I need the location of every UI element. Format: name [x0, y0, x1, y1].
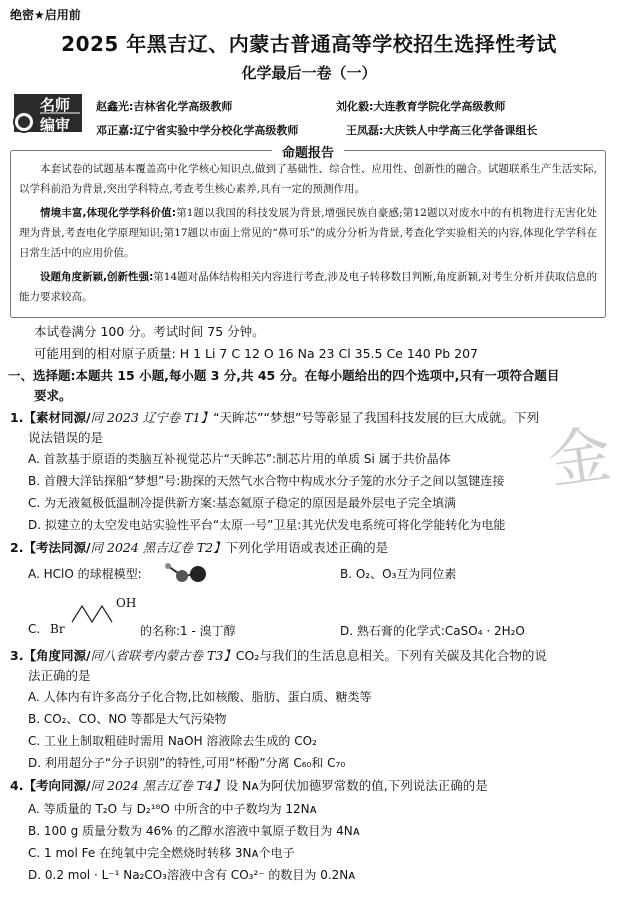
exam-subtitle: 化学最后一卷（一） [241, 64, 377, 82]
question-2-option-b: B. O₂、O₃互为同位素 [340, 567, 457, 581]
watermark: 金 [543, 416, 616, 498]
question-4-option-d: D. 0.2 mol · L⁻¹ Na₂CO₃溶液中含有 CO₃²⁻ 的数目为 0.2Nᴀ [28, 868, 356, 882]
ball-stick-model-icon [160, 558, 210, 588]
report-box [10, 146, 606, 318]
question-1-option-c: C. 为无液氦极低温制冷提供新方案:基态氦原子稳定的原因是最外层电子完全填满 [28, 496, 457, 510]
question-2-option-c-name: 的名称:1 - 溴丁醇 [140, 624, 236, 638]
question-1-option-d: D. 拟建立的太空发电站实验性平台“太原一号”卫星:其光伏发电系统可将化学能转化为电能 [28, 518, 506, 532]
question-4-option-b: B. 100 g 质量分数为 46% 的乙醇水溶液中氧原子数目为 4Nᴀ [28, 824, 360, 838]
question-3-stem: 3.【角度同源/同八省联考内蒙古卷 T3】CO₂与我们的生活息息相关。下列有关碳及其化合物的说 [10, 648, 547, 663]
expert-item: 赵鑫光:吉林省化学高级教师 [96, 100, 233, 113]
report-title: 命题报告 [11, 142, 605, 161]
section-heading-cont: 要求。 [34, 388, 72, 403]
question-4-option-a: A. 等质量的 T₂O 与 D₂¹⁸O 中所含的中子数均为 12Nᴀ [28, 802, 317, 816]
expert-item: 王凤磊:大庆铁人中学高三化学备课组长 [346, 124, 538, 137]
question-4-stem: 4.【考向同源/同 2024 黑吉辽卷 T4】设 Nᴀ为阿伏加德罗常数的值,下列说法正确的是 [10, 778, 488, 793]
atomic-masses: 可能用到的相对原子质量: H 1 Li 7 C 12 O 16 Na 23 Cl 35.5 Ce 140 Pb 207 [34, 346, 478, 361]
bromobutanol-oh-label: OH [116, 596, 137, 610]
question-1-stem-cont: 说法错误的是 [28, 430, 104, 445]
badge-line1: 名师 [40, 96, 71, 114]
question-1-option-b: B. 首艘大洋钻探船“梦想”号:勘探的天然气水合物中构成水分子笼的水分子之间以氢键连接 [28, 474, 505, 488]
expert-item: 刘化毅:大连教育学院化学高级教师 [336, 100, 506, 113]
confidential-label: 绝密★启用前 [10, 8, 81, 22]
question-1-stem: 1.【素材同源/同 2023 辽宁卷 T1】“天眸芯”“梦想”号等彰显了我国科技发展的巨大成就。下列 [10, 410, 539, 425]
question-3-option-b: B. CO₂、CO、NO 等都是大气污染物 [28, 712, 227, 726]
question-3-option-d: D. 利用超分子“分子识别”的特性,可用“杯酚”分离 C₆₀和 C₇₀ [28, 756, 346, 770]
question-3-option-c: C. 工业上制取粗硅时需用 NaOH 溶液除去生成的 CO₂ [28, 734, 317, 748]
exam-title: 2025 年黑吉辽、内蒙古普通高等学校招生选择性考试 [61, 32, 557, 56]
question-3-option-a: A. 人体内有许多高分子化合物,比如核酸、脂肪、蛋白质、糖类等 [28, 690, 372, 704]
report-paragraph: 本套试卷的试题基本覆盖高中化学核心知识点,做到了基础性、综合性、应用性、创新性的融合。试题联系生产生活实际,以学科前沿为背景,突出学科特点,考查考生核心素养,具有一定的预测作用。 [19, 163, 597, 195]
score-time: 本试卷满分 100 分。考试时间 75 分钟。 [34, 324, 265, 339]
question-3-stem-cont: 法正确的是 [28, 668, 91, 683]
bromobutanol-br-label: Br [50, 622, 65, 636]
badge-line2: 编审 [40, 116, 71, 134]
question-1-option-a: A. 首款基于原语的类脑互补视觉芯片“天眸芯”:制芯片用的单质 Si 属于共价晶体 [28, 452, 451, 466]
section-heading: 一、选择题:本题共 15 小题,每小题 3 分,共 45 分。在每小题给出的四个选项中,只有一项符合题目 [8, 368, 560, 383]
question-2-option-d: D. 熟石膏的化学式:CaSO₄ · 2H₂O [340, 624, 525, 638]
question-4-option-c: C. 1 mol Fe 在纯氧中完全燃烧时转移 3Nᴀ个电子 [28, 846, 295, 860]
skeletal-formula-icon [70, 600, 120, 626]
question-2-option-a: A. HClO 的球棍模型: [28, 567, 142, 581]
expert-item: 邓正嘉:辽宁省实验中学分校化学高级教师 [96, 124, 299, 137]
report-paragraph: 情境丰富,体现化学学科价值:第1题以我国的科技发展为背景,增强民族自豪感;第12题以对废水中的有机物进行无害化处理为背景,考查电化学原理知识;第17题以市面上常见的“鼻可乐”的成分分析为背景,考查化学实验相关的内容,体现化学学科在日常生活中的应用价值。 [19, 207, 597, 259]
question-2-option-c: C. [28, 622, 41, 636]
expert-badge [10, 90, 86, 136]
question-2-stem: 2.【考法同源/同 2024 黑吉辽卷 T2】下列化学用语或表述正确的是 [10, 540, 389, 555]
report-paragraph: 设题角度新颖,创新性强:第14题对晶体结构相关内容进行考查,涉及电子转移数目判断,角度新颖,对考生分析并获取信息的能力要求较高。 [19, 271, 598, 303]
